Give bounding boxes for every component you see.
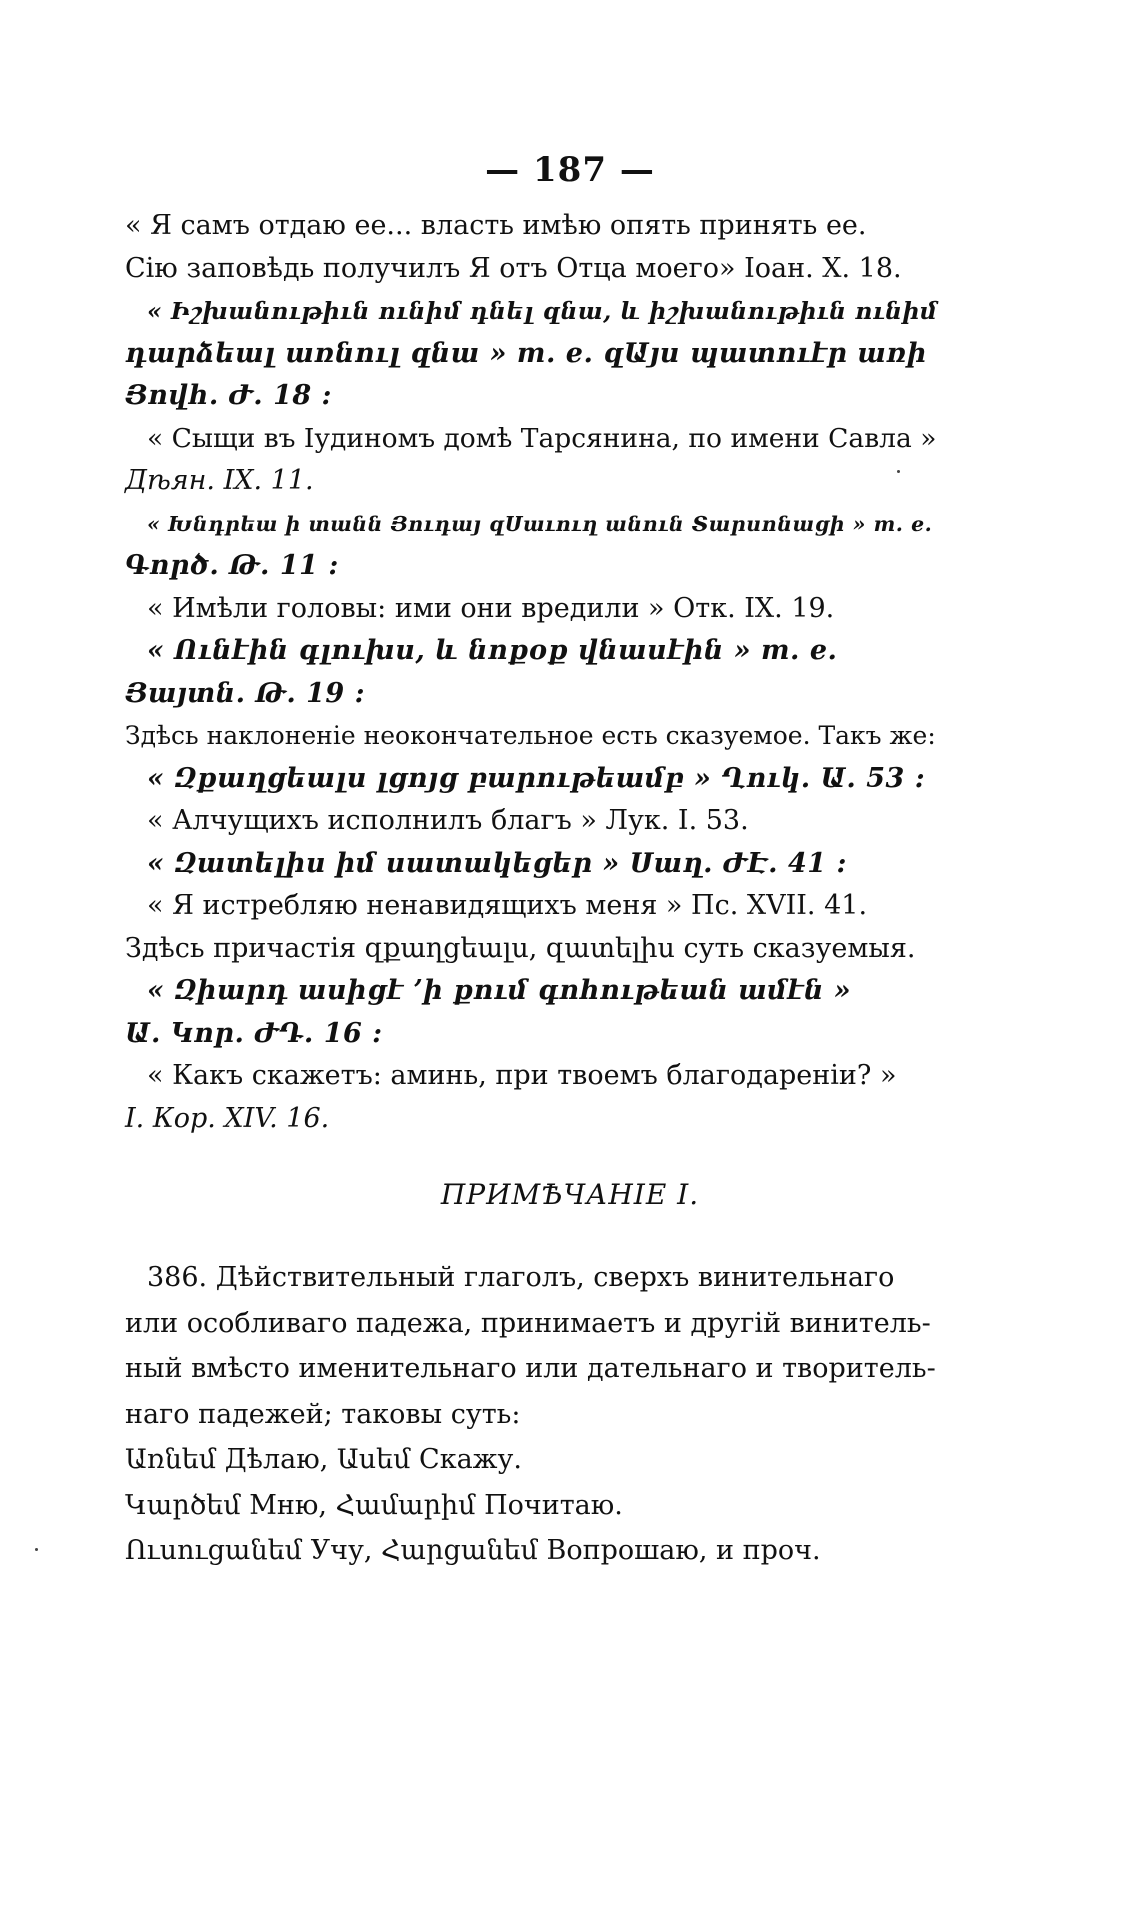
text-line: « Алчущихъ исполнилъ благъ » Лук. I. 53. xyxy=(147,805,749,836)
text-line: I. Кор. XIV. 16. xyxy=(125,1102,330,1134)
paragraph-line: наго падежей; таковы суть: xyxy=(125,1398,521,1430)
paragraph-386 xyxy=(125,1255,936,1574)
text-line: « Ունէին գլուխս, և նոքօք վնասէին » т. е. xyxy=(147,635,838,666)
text-line: « Զիարդ ասիցէ ’ի քում գոհութեան ամէն » xyxy=(147,975,852,1006)
section-heading: ПРИМѢЧАНІЕ I. xyxy=(440,1178,700,1211)
page-number: — 187 — xyxy=(485,150,655,190)
text-line: Յայտն. Թ. 19 : xyxy=(125,677,366,709)
scan-speck xyxy=(35,1548,38,1551)
paragraph-line: 386. Дѣйствительный глаголъ, сверхъ винительнаго xyxy=(147,1262,895,1293)
text-line: դարձեալ առնուլ զնա » т. е. զԱյս պատուէր առի xyxy=(125,337,927,369)
scan-speck xyxy=(897,470,900,473)
paragraph-line: Կարծեմ Мню, Համարիմ Почитаю. xyxy=(125,1489,623,1521)
paragraph-line: Առնեմ Дѣлаю, Ասեմ Скажу. xyxy=(125,1444,522,1475)
text-line: Գործ. Թ. 11 : xyxy=(125,550,339,581)
text-line: « Խնդրեա ի տանն Յուդայ զՍաւուղ անուն Տարսոնացի » т. е. xyxy=(147,511,933,536)
text-line: Յովհ. Ժ. 18 : xyxy=(125,380,333,411)
text-line: Дѣян. IX. 11. xyxy=(125,465,314,496)
text-line: « Я истребляю ненавидящихъ меня » Пс. XVII. 41. xyxy=(147,890,868,921)
paragraph-line: ный вмѣсто именительнаго или дательнаго и творитель- xyxy=(125,1353,936,1384)
text-line: « Իշխանութիւն ունիմ դնել զնա, և իշխանութիւն ունիմ xyxy=(147,297,938,325)
text-line: « Я самъ отдаю ее... власть имѣю опять принять ее. xyxy=(125,210,867,241)
text-line: Ա. Կոր. ԺԴ. 16 : xyxy=(125,1017,383,1049)
text-line: « Сыщи въ Іудиномъ домѣ Тарсянина, по имени Савла » xyxy=(147,422,937,454)
text-line: « Զքաղցեալս լցոյց բարութեամբ » Ղուկ. Ա. 53 : xyxy=(147,762,926,794)
text-line: « Какъ скажетъ: аминь, при твоемъ благодареніи? » xyxy=(147,1060,897,1091)
text-line: Здѣсь наклоненіе неокончательное есть сказуемое. Такъ же: xyxy=(125,721,936,750)
text-line: « Имѣли головы: ими они вредили » Отк. IX. 19. xyxy=(147,592,835,624)
paragraph-line: Ուսուցանեմ Учу, Հարցանեմ Вопрошаю, и проч. xyxy=(125,1535,821,1566)
text-line: « Զատելիս իմ սատակեցեր » Սաղ. ԺԷ. 41 : xyxy=(147,847,847,879)
paragraph-line: или особливаго падежа, принимаетъ и другій винитель- xyxy=(125,1307,931,1339)
text-line: Сію заповѣдь получилъ Я отъ Отца моего» Іоан. X. 18. xyxy=(125,252,902,284)
main-text-block xyxy=(125,205,938,1140)
text-line: Здѣсь причастія զքաղցեալս, զատելիս суть сказуемыя. xyxy=(125,932,916,964)
